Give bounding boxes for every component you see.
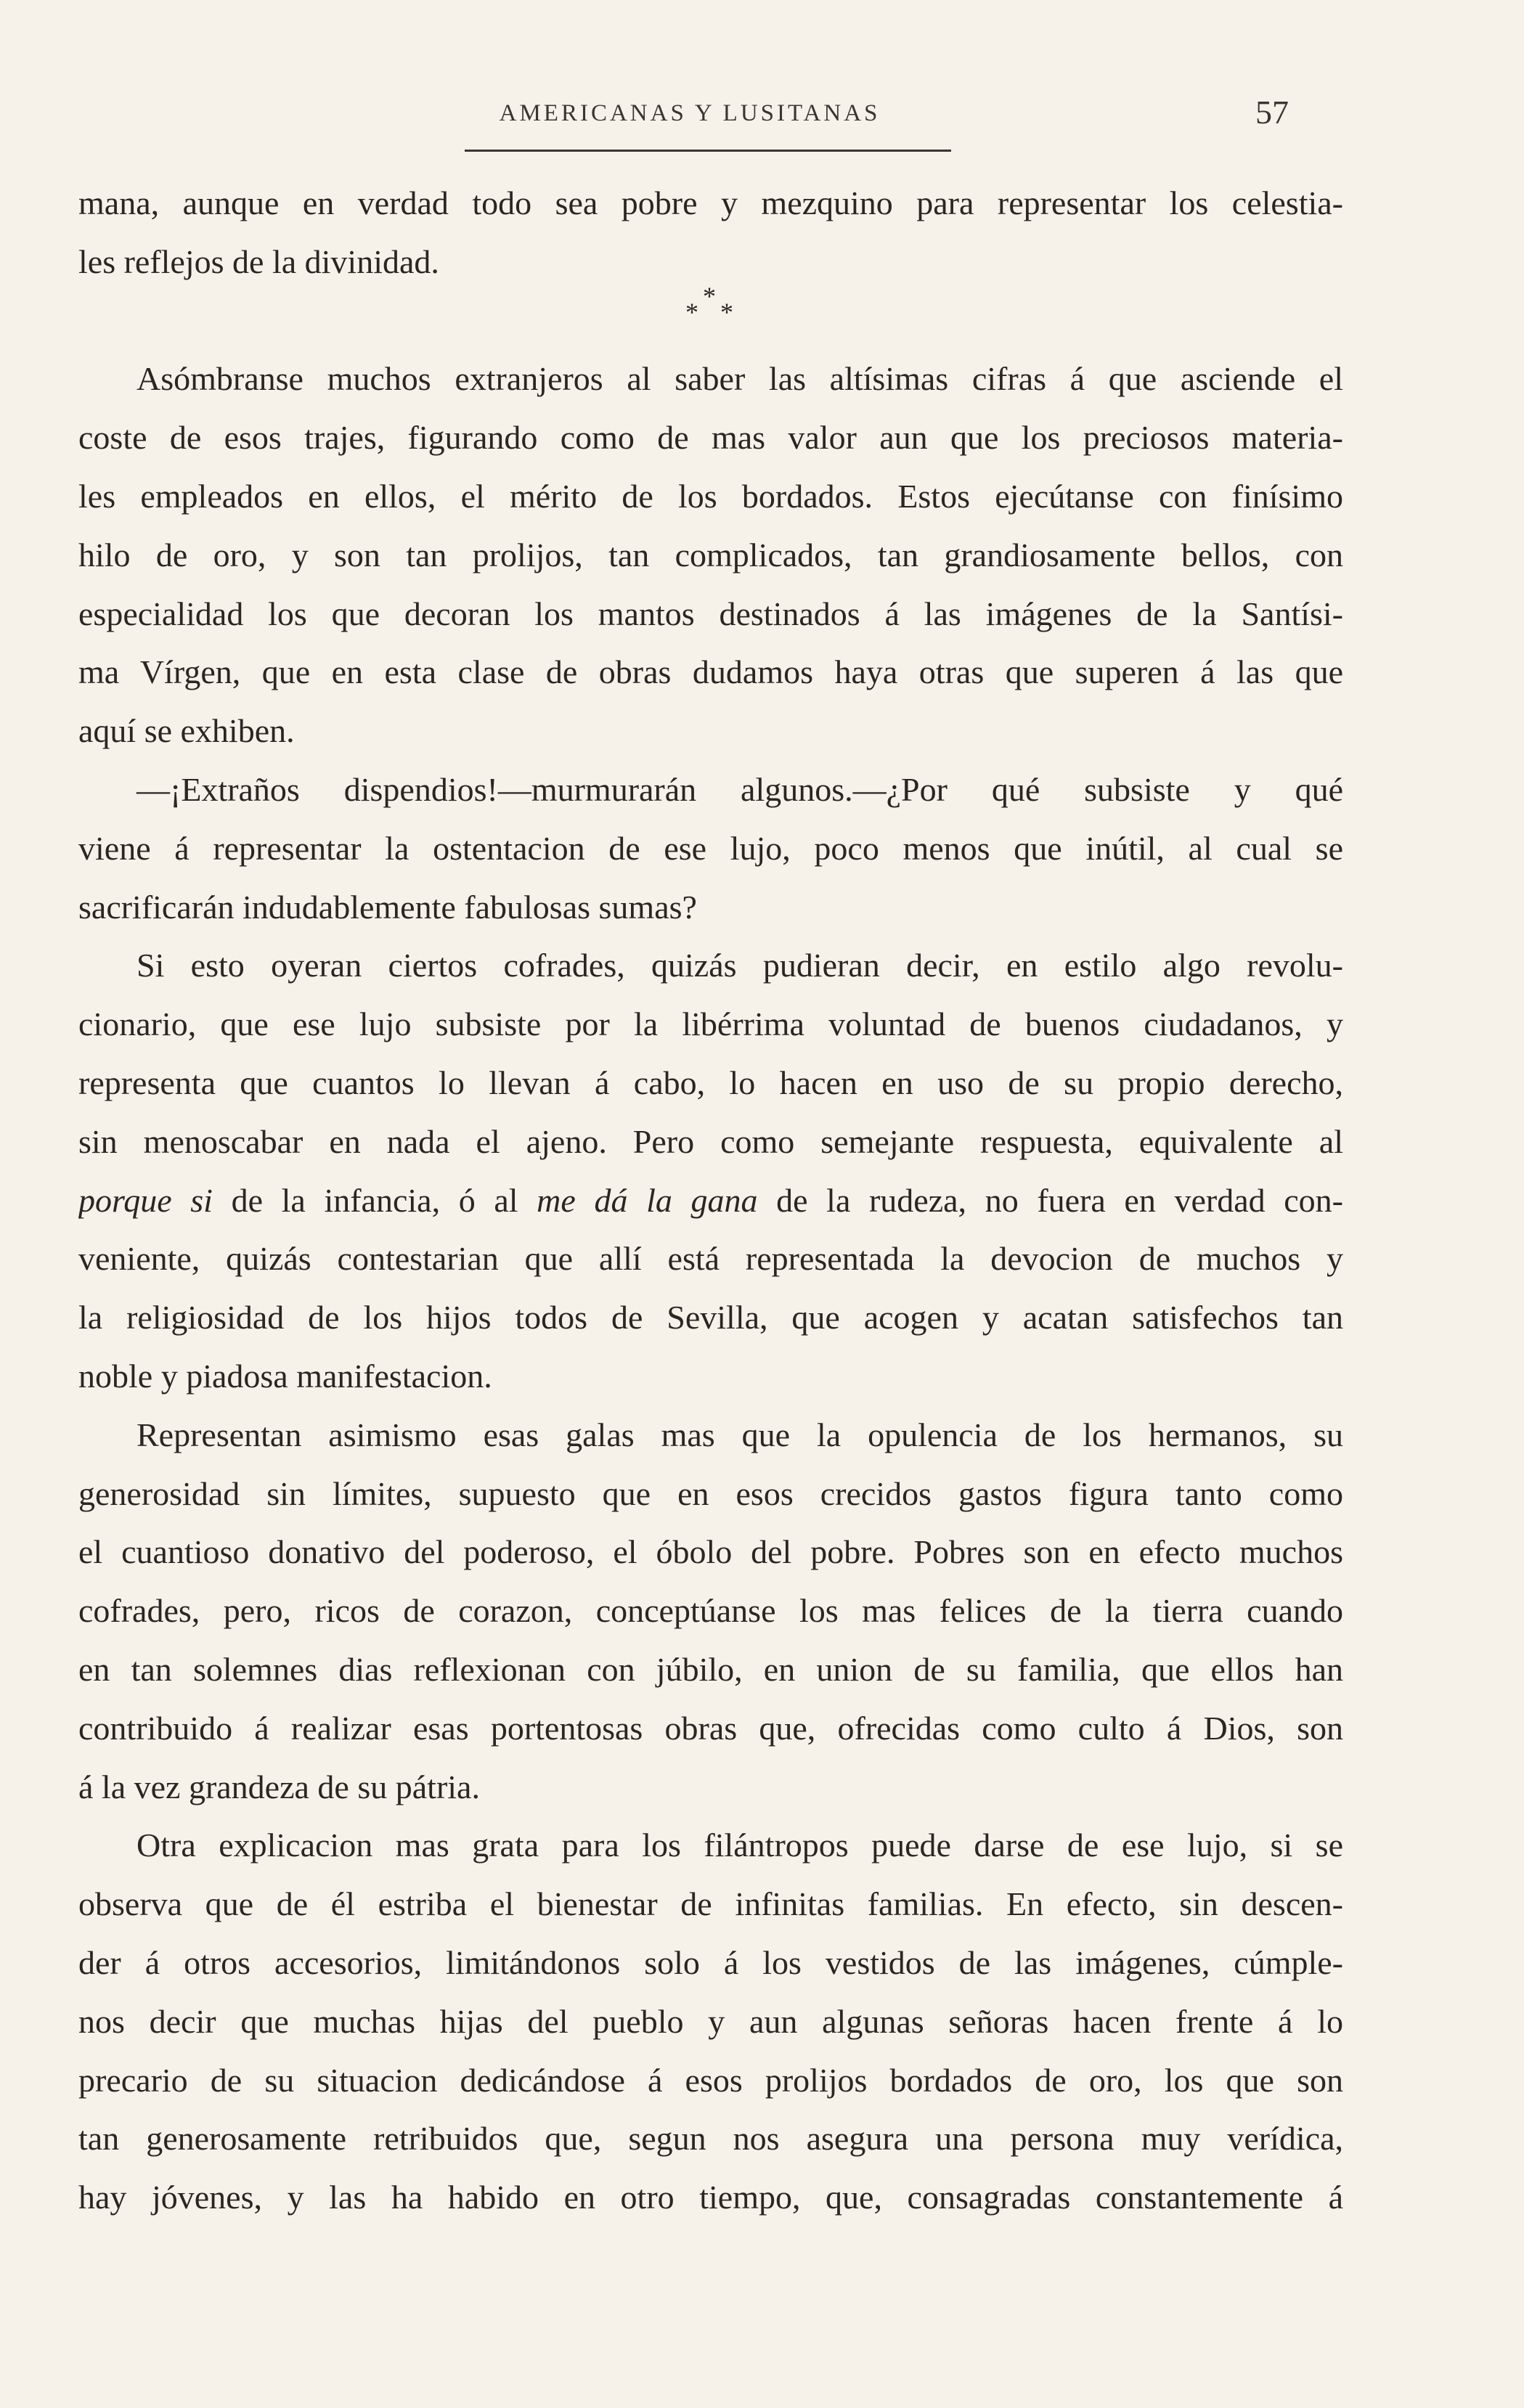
text-line: noble y piadosa manifestacion. bbox=[78, 1357, 492, 1395]
text-line: cofrades, pero, ricos de corazon, conceptúanse los mas felices de la tierra cuando bbox=[78, 1592, 1343, 1630]
body-text bbox=[78, 174, 1343, 2227]
text-line: tan generosamente retribuidos que, segun nos asegura una persona muy verídica, bbox=[78, 2120, 1343, 2158]
text-line: contribuido á realizar esas portentosas obras que, ofrecidas como culto á Dios, son bbox=[78, 1709, 1343, 1747]
text-line: observa que de él estriba el bienestar de infinitas familias. En efecto, sin descen- bbox=[78, 1885, 1343, 1923]
text-fragment: de la infancia, ó al bbox=[212, 1181, 537, 1219]
italic-phrase: porque si bbox=[78, 1181, 213, 1219]
text-line: viene á representar la ostentacion de ese lujo, poco menos que inútil, al cual se bbox=[78, 829, 1343, 867]
text-line: der á otros accesorios, limitándonos solo á los vestidos de las imágenes, cúmple- bbox=[78, 1943, 1343, 1981]
text-line: en tan solemnes dias reflexionan con júbilo, en union de su familia, que ellos han bbox=[78, 1650, 1343, 1688]
text-line: hay jóvenes, y las ha habido en otro tiempo, que, consagradas constantemente á bbox=[78, 2179, 1343, 2216]
text-line: representa que cuantos lo llevan á cabo, lo hacen en uso de su propio derecho, bbox=[78, 1064, 1343, 1101]
text-line: veniente, quizás contestarian que allí está representada la devocion de muchos y bbox=[78, 1240, 1343, 1278]
text-line: les reflejos de la divinidad. bbox=[78, 242, 439, 280]
text-line: cionario, que ese lujo subsiste por la libérrima voluntad de buenos ciudadanos, y bbox=[78, 1005, 1343, 1043]
text-line: aquí se exhiben. bbox=[78, 712, 295, 750]
asterism-star: * bbox=[720, 298, 733, 327]
text-line: nos decir que muchas hijas del pueblo y aun algunas señoras hacen frente á lo bbox=[78, 2002, 1343, 2040]
text-line: Otra explicacion mas grata para los filántropos puede darse de ese lujo, si se bbox=[136, 1827, 1343, 1864]
asterism-star: * bbox=[685, 298, 698, 327]
text-line: ma Vírgen, que en esta clase de obras dudamos haya otras que superen á las que bbox=[78, 653, 1343, 691]
text-line: coste de esos trajes, figurando como de mas valor aun que los preciosos materia- bbox=[78, 419, 1343, 457]
text-line: á la vez grandeza de su pátria. bbox=[78, 1768, 480, 1805]
italic-phrase: me dá la gana bbox=[537, 1181, 758, 1219]
header-rule bbox=[465, 150, 951, 152]
text-line: Si esto oyeran ciertos cofrades, quizás pudieran decir, en estilo algo revolu- bbox=[136, 947, 1343, 984]
text-line: —¡Extraños dispendios!—murmurarán algunos.—¿Por qué subsiste y qué bbox=[136, 770, 1343, 808]
running-head: AMERICANAS Y LUSITANAS bbox=[499, 100, 881, 126]
text-line: Asómbranse muchos extranjeros al saber las altísimas cifras á que asciende el bbox=[136, 360, 1343, 398]
text-line: generosidad sin límites, supuesto que en esos crecidos gastos figura tanto como bbox=[78, 1474, 1343, 1512]
text-line: sacrificarán indudablemente fabulosas sumas? bbox=[78, 888, 697, 926]
text-line: mana, aunque en verdad todo sea pobre y mezquino para representar los celestia- bbox=[78, 184, 1343, 221]
text-line bbox=[78, 1172, 1343, 1230]
text-line: el cuantioso donativo del poderoso, el óbolo del pobre. Pobres son en efecto muchos bbox=[78, 1533, 1343, 1571]
asterism-star: * bbox=[703, 282, 716, 311]
text-line: precario de su situacion dedicándose á esos prolijos bordados de oro, los que son bbox=[78, 2061, 1343, 2099]
text-line: les empleados en ellos, el mérito de los bordados. Estos ejecútanse con finísimo bbox=[78, 477, 1343, 515]
page-number: 57 bbox=[1255, 94, 1289, 131]
text-line: la religiosidad de los hijos todos de Sevilla, que acogen y acatan satisfechos tan bbox=[78, 1299, 1343, 1336]
text-line: Representan asimismo esas galas mas que la opulencia de los hermanos, su bbox=[136, 1416, 1343, 1453]
text-line: especialidad los que decoran los mantos destinados á las imágenes de la Santísi- bbox=[78, 595, 1343, 632]
section-break bbox=[78, 292, 1343, 351]
text-fragment: de la rudeza, no fuera en verdad con- bbox=[757, 1181, 1343, 1219]
text-line: hilo de oro, y son tan prolijos, tan complicados, tan grandiosamente bellos, con bbox=[78, 536, 1343, 574]
text-line: sin menoscabar en nada el ajeno. Pero como semejante respuesta, equivalente al bbox=[78, 1122, 1343, 1160]
